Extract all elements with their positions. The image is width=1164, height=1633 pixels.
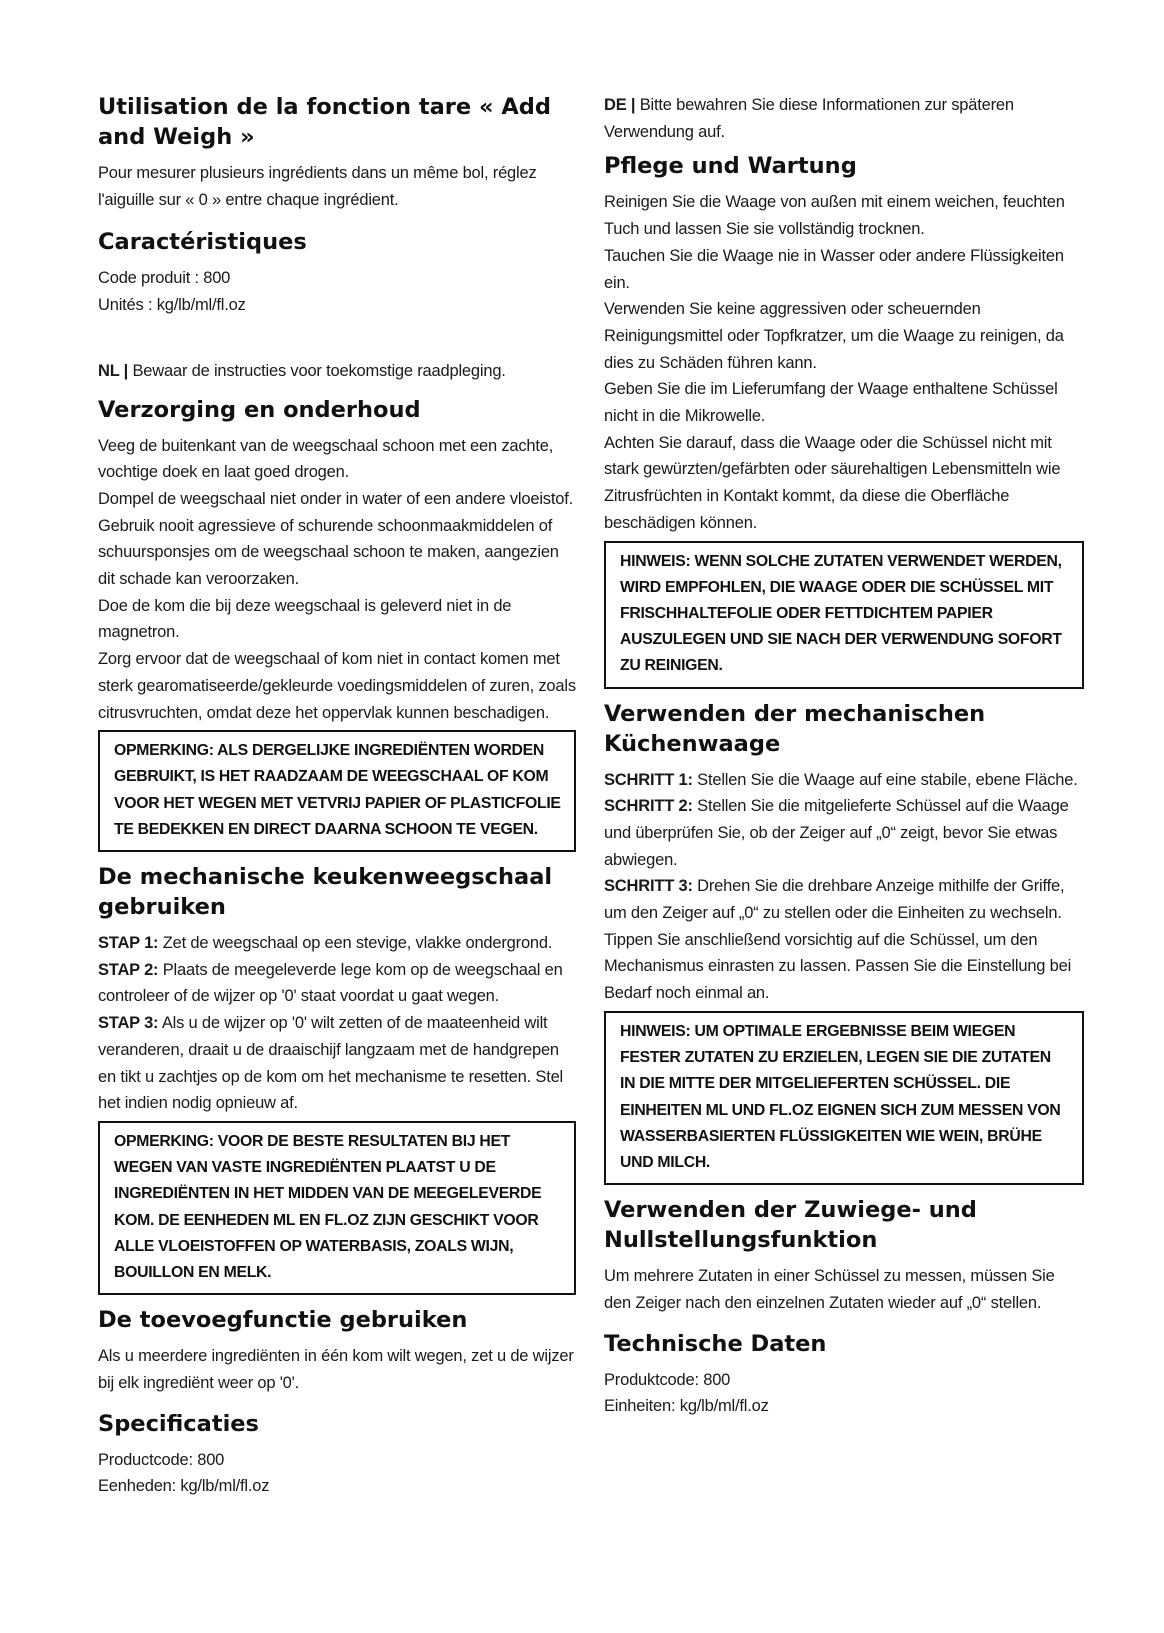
de-use-note: HINWEIS: UM OPTIMALE ERGEBNISSE BEIM WIEGEN FESTER ZUTATEN ZU ERZIELEN, LEGEN SIE DIE ZUTATEN IN DIE MITTE DER MITGELIEFERTEN SCHÜSSEL. DIE EINHEITEN ML UND FL.OZ EIGNEN SICH ZUM MESSEN VON WASSERBASIERTEN FLÜSSIGKEITEN WIE WEIN, BRÜHE UND MILCH. xyxy=(604,1011,1084,1185)
nl-intro-line xyxy=(98,358,576,385)
de-step-text: Stellen Sie die Waage auf eine stabile, ebene Fläche. xyxy=(692,770,1078,789)
nl-care-note: OPMERKING: ALS DERGELIJKE INGREDIËNTEN WORDEN GEBRUIKT, IS HET RAADZAAM DE WEEGSCHAAL OF KOM VOOR HET WEGEN MET VETVRIJ PAPIER OF PLASTICFOLIE TE BEDEKKEN EN DIRECT DAARNA SCHOON TE VEGEN. xyxy=(98,730,576,852)
nl-use-section xyxy=(98,862,576,1295)
nl-step xyxy=(98,957,576,1010)
nl-use-title: De mechanische keukenweegschaal gebruiken xyxy=(98,864,553,921)
fr-spec-section xyxy=(98,227,576,318)
fr-spec-code: Code produit : 800 xyxy=(98,269,231,288)
de-tare-title: Verwenden der Zuwiege- und Nullstellungsfunktion xyxy=(604,1197,977,1254)
nl-intro: Bewaar de instructies voor toekomstige raadpleging. xyxy=(132,361,506,380)
nl-care-title: Verzorging en onderhoud xyxy=(98,396,421,423)
nl-care-line: Zorg ervoor dat de weegschaal of kom niet in contact komen met sterk gearomatiseerde/gekleurde voedingsmiddelen of zuren, zoals citrusvruchten, omdat deze het oppervlak kunnen beschadigen. xyxy=(98,650,576,722)
de-use-title: Verwenden der mechanischen Küchenwaage xyxy=(604,700,986,757)
de-care-line: Achten Sie darauf, dass die Waage oder die Schüssel nicht mit stark gewürzten/gefärbten oder säurehaltigen Lebensmitteln wie Zitrusfrüchten in Kontakt kommt, da diese die Oberfläche beschädigen können. xyxy=(604,433,1061,532)
nl-spec-code: Productcode: 800 xyxy=(98,1450,225,1469)
fr-spec-title: Caractéristiques xyxy=(98,229,307,256)
nl-add-text: Als u meerdere ingrediënten in één kom wilt wegen, zet u de wijzer bij elk ingrediënt weer op '0'. xyxy=(98,1347,574,1392)
nl-care-line: Doe de kom die bij deze weegschaal is geleverd niet in de magnetron. xyxy=(98,596,512,642)
de-step xyxy=(604,793,1084,873)
de-lang-code: DE | xyxy=(604,96,636,114)
de-step-text: Stellen Sie die mitgelieferte Schüssel auf die Waage und überprüfen Sie, ob der Zeiger auf „0“ zeigt, bevor Sie etwas abwiegen. xyxy=(604,797,1069,869)
de-step-label: SCHRITT 2: xyxy=(604,797,693,816)
nl-spec-units: Eenheden: kg/lb/ml/fl.oz xyxy=(98,1477,270,1496)
de-care-line: Tauchen Sie die Waage nie in Wasser oder andere Flüssigkeiten ein. xyxy=(604,246,1064,292)
nl-use-note: OPMERKING: VOOR DE BESTE RESULTATEN BIJ HET WEGEN VAN VASTE INGREDIËNTEN PLAATST U DE INGREDIËNTEN IN HET MIDDEN VAN DE MEEGELEVERDE KOM. DE EENHEDEN ML EN FL.OZ ZIJN GESCHIKT VOOR ALLE VLOEISTOFFEN OP WATERBASIS, ZOALS WIJN, BOUILLON EN MELK. xyxy=(98,1121,576,1295)
nl-lang-code: NL | xyxy=(98,361,129,380)
fr-tare-text: Pour mesurer plusieurs ingrédients dans un même bol, réglez l'aiguille sur « 0 » entre chaque ingrédient. xyxy=(98,164,537,209)
de-care-line: Reinigen Sie die Waage von außen mit einem weichen, feuchten Tuch und lassen Sie sie vollständig trocknen. xyxy=(604,193,1065,239)
de-step xyxy=(604,873,1084,1007)
de-step-text: Drehen Sie die drehbare Anzeige mithilfe der Griffe, um den Zeiger auf „0“ zu stellen oder die Einheiten zu wechseln. Tippen Sie anschließend vorsichtig auf die Schüssel, um den Mechanismus einrasten zu lassen. Passen Sie die Einstellung bei Bedarf noch einmal an. xyxy=(604,877,1072,1003)
nl-add-title: De toevoegfunctie gebruiken xyxy=(98,1307,468,1334)
de-spec-code: Produktcode: 800 xyxy=(604,1370,731,1389)
de-care-line: Verwenden Sie keine aggressiven oder scheuernden Reinigungsmittel oder Topfkratzer, um die Waage zu reinigen, da dies zu Schäden führen kann. xyxy=(604,300,1064,372)
de-care-section xyxy=(604,151,1084,688)
fr-tare-section xyxy=(98,92,576,213)
nl-spec-title: Specificaties xyxy=(98,1410,259,1437)
de-tare-section xyxy=(604,1195,1084,1316)
de-step xyxy=(604,767,1084,794)
de-intro-line xyxy=(604,92,1084,145)
nl-care-line: Veeg de buitenkant van de weegschaal schoon met een zachte, vochtige doek en laat goed drogen. xyxy=(98,436,554,482)
de-tare-text: Um mehrere Zutaten in einer Schüssel zu messen, müssen Sie den Zeiger nach den einzelnen Zutaten wieder auf „0“ stellen. xyxy=(604,1267,1055,1312)
de-spec-section xyxy=(604,1329,1084,1420)
nl-care-line: Gebruik nooit agressieve of schurende schoonmaakmiddelen of schuursponsjes om de weegschaal schoon te maken, aangezien dit schade kan veroorzaken. xyxy=(98,516,559,589)
de-care-note: HINWEIS: WENN SOLCHE ZUTATEN VERWENDET WERDEN, WIRD EMPFOHLEN, DIE WAAGE ODER DIE SCHÜSSEL MIT FRISCHHALTEFOLIE ODER FETTDICHTEM PAPIER AUSZULEGEN UND SIE NACH DER VERWENDUNG SOFORT ZU REINIGEN. xyxy=(604,541,1084,689)
nl-step xyxy=(98,930,576,957)
nl-step-text: Zet de weegschaal op een stevige, vlakke ondergrond. xyxy=(158,934,553,953)
nl-step xyxy=(98,1010,576,1117)
de-care-line: Geben Sie die im Lieferumfang der Waage enthaltene Schüssel nicht in die Mikrowelle. xyxy=(604,380,1058,426)
fr-spec-units: Unités : kg/lb/ml/fl.oz xyxy=(98,296,246,315)
nl-spec-section xyxy=(98,1409,576,1500)
left-column xyxy=(98,92,576,1506)
right-column xyxy=(604,92,1084,1426)
de-care-title: Pflege und Wartung xyxy=(604,153,857,180)
de-step-label: SCHRITT 1: xyxy=(604,770,693,789)
nl-step-text: Als u de wijzer op '0' wilt zetten of de maateenheid wilt veranderen, draait u de draaischijf langzaam met de handgrepen en tikt u zachtjes op de kom om het mechanisme te resetten. Stel het indien nodig opnieuw af. xyxy=(98,1014,564,1113)
de-spec-title: Technische Daten xyxy=(604,1330,827,1357)
de-intro: Bitte bewahren Sie diese Informationen zur späteren Verwendung auf. xyxy=(604,96,1014,141)
nl-add-section xyxy=(98,1305,576,1396)
de-use-section xyxy=(604,699,1084,1186)
nl-step-label: STAP 1: xyxy=(98,934,159,953)
nl-step-label: STAP 2: xyxy=(98,960,159,979)
nl-step-label: STAP 3: xyxy=(98,1014,159,1033)
nl-care-line: Dompel de weegschaal niet onder in water of een andere vloeistof. xyxy=(98,489,573,508)
nl-care-section xyxy=(98,395,576,853)
de-step-label: SCHRITT 3: xyxy=(604,877,693,896)
fr-tare-title: Utilisation de la fonction tare « Add and Weigh » xyxy=(98,94,551,150)
de-spec-units: Einheiten: kg/lb/ml/fl.oz xyxy=(604,1397,769,1416)
nl-step-text: Plaats de meegeleverde lege kom op de weegschaal en controleer of de wijzer op '0' staat voordat u gaat wegen. xyxy=(98,960,563,1006)
